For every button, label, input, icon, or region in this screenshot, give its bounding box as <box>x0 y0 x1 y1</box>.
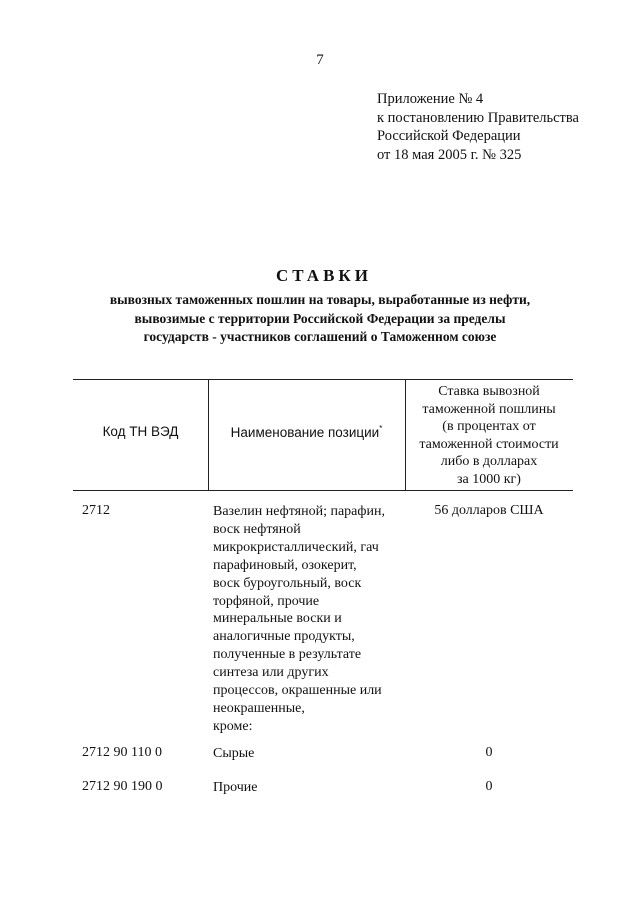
header-rate-line: либо в долларах <box>440 454 538 469</box>
appendix-line: к постановлению Правительства <box>377 109 579 126</box>
appendix-line: Российской Федерации <box>377 128 521 144</box>
header-rate-line: Ставка вывозной <box>438 384 540 399</box>
row-rate: 56 долларов США <box>434 503 544 518</box>
row-name-line: торфяной, прочие <box>213 593 320 609</box>
row-name-line: Сырые <box>213 746 255 761</box>
row-name-line: воск нефтяной <box>213 521 301 537</box>
row-name-line: микрокристаллический, гач <box>213 539 379 555</box>
page-number: 7 <box>316 52 324 68</box>
header-code: Код ТН ВЭД <box>102 424 179 439</box>
row-code: 2712 90 110 0 <box>82 745 162 760</box>
row-name-line: синтеза или других <box>213 665 329 681</box>
header-name <box>208 424 405 440</box>
subtitle-line: государств - участников соглашений о Таможенном союзе <box>143 329 497 344</box>
subtitle-line: вывозимые с территории Российской Федерации за пределы <box>134 310 506 326</box>
table-header-bottom-rule <box>73 490 573 491</box>
row-name-line: процессов, окрашенные или <box>213 683 382 699</box>
appendix-line: Приложение № 4 <box>377 91 484 107</box>
row-name <box>213 503 408 736</box>
footnote-mark: * <box>379 424 383 433</box>
row-name-line: аналогичные продукты, <box>213 629 355 645</box>
row-rate: 0 <box>485 779 493 794</box>
header-rate <box>405 383 573 488</box>
row-name-line: полученные в результате <box>213 647 362 663</box>
header-rate-line: за 1000 кг) <box>457 471 521 487</box>
row-name-line: кроме: <box>213 718 253 734</box>
header-rate-line: (в процентах от <box>442 419 536 434</box>
header-name-label: Наименование позиции <box>230 425 380 440</box>
header-rate-line: таможенной пошлины <box>422 401 556 417</box>
row-name-line: парафиновый, озокерит, <box>213 557 357 573</box>
row-code: 2712 90 190 0 <box>82 779 163 794</box>
row-name-line: минеральные воски и <box>213 611 342 627</box>
subtitle-line: вывозных таможенных пошлин на товары, выработанные из нефти, <box>109 292 531 307</box>
row-code: 2712 <box>82 503 110 518</box>
appendix-block <box>377 90 579 164</box>
row-name-line: неокрашенные, <box>213 700 305 716</box>
appendix-line: от 18 мая 2005 г. № 325 <box>377 146 522 163</box>
row-name-line: Вазелин нефтяной; парафин, <box>213 504 385 519</box>
row-name <box>213 745 408 763</box>
table-top-rule <box>73 379 573 380</box>
row-name-line: воск буроугольный, воск <box>213 575 362 591</box>
document-title: СТАВКИ <box>276 266 372 285</box>
row-rate: 0 <box>485 745 493 760</box>
row-name-line: Прочие <box>213 780 258 795</box>
row-name <box>213 779 408 797</box>
document-subtitle <box>60 291 580 347</box>
header-rate-line: таможенной стоимости <box>419 436 559 452</box>
